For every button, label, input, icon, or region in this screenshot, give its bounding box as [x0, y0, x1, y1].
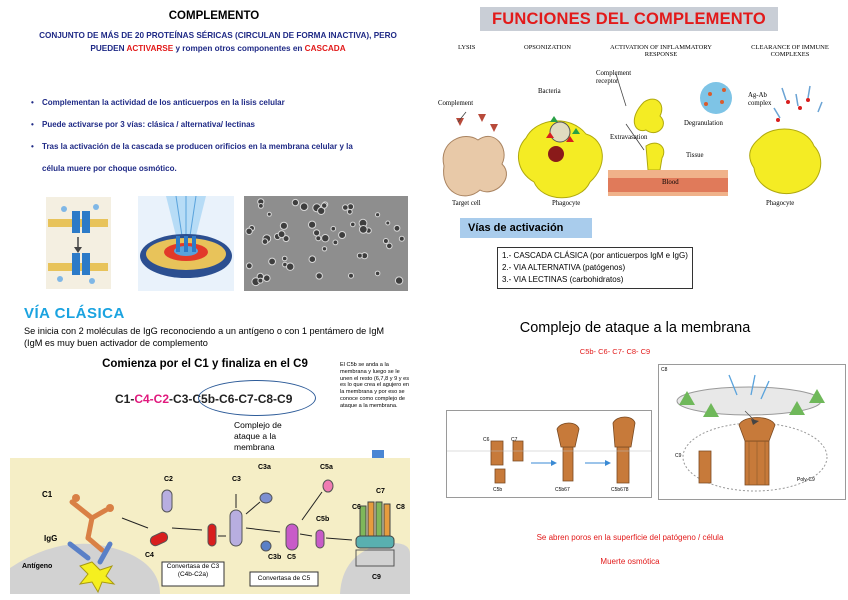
dg-box-c5-convertase: Convertasa de C5 [257, 575, 311, 582]
fn-label-extravasation: Extravasation [610, 134, 648, 141]
micrograph-pore [292, 199, 298, 205]
left-title: COMPLEMENTO [168, 10, 260, 22]
footer-osmotic-death: Muerte osmótica [600, 557, 660, 566]
dg-label-c3b: C3b [268, 554, 282, 561]
chain-title: Comienza por el C1 y finaliza en el C9 [102, 358, 308, 370]
micrograph-pore [347, 209, 352, 214]
chain-c5b-c9: C5b-C6-C7-C8-C9 [192, 392, 293, 406]
dg-label-c4: C4 [145, 552, 154, 559]
dg-box-c3-convertase [162, 563, 224, 579]
bullet-item: • Complementan la actividad de los anticuerpos en la lisis celular [30, 96, 375, 109]
mac2-label-c8: C8 [661, 367, 668, 373]
dg-label-igg: IgG [44, 534, 58, 543]
intro-text-2: y rompen otros componentes en [173, 43, 305, 53]
dg-label-c3a: C3a [258, 464, 271, 471]
micrograph-pore [322, 203, 327, 208]
micrograph-pore [375, 271, 380, 276]
micrograph-pore [394, 225, 400, 231]
via-clasica-title: VÍA CLÁSICA [24, 305, 125, 322]
dg-box1-line2: (C4b-C2a) [177, 571, 209, 578]
right-title: FUNCIONES DEL COMPLEMENTO [480, 7, 778, 31]
fn-label-target-cell: Target cell [452, 200, 481, 207]
chain-c1: C1- [115, 392, 135, 406]
micrograph-pore [399, 236, 404, 241]
dg-label-c8: C8 [396, 504, 405, 511]
mac-assembly-illustration [447, 411, 651, 497]
fn-label-degranulation: Degranulation [684, 120, 723, 127]
pore-image [138, 196, 234, 291]
dg-label-c3: C3 [232, 476, 241, 483]
bullet-item: • Tras la activación de la cascada se producen orificios en la membrana celular y la célula muere por choque osmótico. [30, 136, 375, 180]
dg-label-c1: C1 [42, 490, 53, 499]
membrane-channel-image [46, 197, 111, 289]
fn-header-inflammatory: ACTIVATION OF INFLAMMATORY RESPONSE [610, 44, 712, 58]
micrograph-pore [395, 277, 402, 284]
mac-figure-1 [446, 410, 652, 498]
mac1-label-c5b: C5b [493, 487, 503, 493]
mac1-label-c5b67: C5b67 [555, 487, 570, 493]
micrograph-pore [246, 263, 252, 269]
micrograph-pore [349, 273, 354, 278]
vias-list [497, 247, 693, 289]
dg-label-c2: C2 [164, 476, 173, 483]
micrograph-pore [258, 278, 263, 283]
c5b-note: El C5b se anda a la membrana y luego se le unen el resto (6,7,8 y 9 y es es lo que crea el agujero en la membrana y por eso se conoce como complejo de ataque a la membrana. [340, 362, 410, 409]
fn-label-agab: Ag-Ab complex [748, 92, 772, 107]
vias-title: Vías de activación [460, 218, 592, 238]
micrograph-pore [387, 243, 393, 249]
mac2-label-c9: C9 [675, 453, 682, 459]
pore-illustration [138, 196, 234, 291]
mac1-label-c5b678: C5b678 [611, 487, 629, 493]
footer-pores: Se abren poros en la superficie del patógeno / célula [536, 533, 724, 542]
micrograph-pore [359, 226, 367, 234]
micrograph-pore [331, 226, 336, 231]
functions-figure [430, 42, 840, 214]
fn-header-lysis: LYSIS [458, 44, 476, 51]
fn-header-opsonization: OPSONIZATION [524, 44, 571, 51]
via-item: 1.- CASCADA CLÁSICA (por anticuerpos IgM e IgG) [502, 251, 688, 260]
micrograph-pore [316, 236, 321, 241]
micrograph-pore [314, 230, 320, 236]
micrograph-pore [264, 275, 271, 282]
micrograph-pore [322, 235, 329, 242]
micrograph-pore [280, 222, 287, 229]
functions-illustration [430, 42, 840, 214]
micrograph-pore [309, 221, 316, 228]
dg-label-c9: C9 [372, 574, 381, 581]
micrograph-pore [322, 247, 326, 251]
dg-label-antigeno: Antígeno [22, 563, 53, 570]
dg-label-c5: C5 [287, 554, 296, 561]
micrograph-pore [357, 253, 362, 258]
micrograph-pore [309, 256, 316, 263]
fn-label-complement: Complement [438, 100, 474, 107]
chain-c4-c2: C4-C2 [134, 392, 170, 406]
micrograph-pore [351, 222, 356, 227]
dg-label-c6: C6 [352, 504, 361, 511]
membrane-channel-illustration [46, 197, 111, 289]
micrograph-pore [287, 263, 294, 270]
micrograph-image [244, 196, 408, 291]
micrograph-pore [376, 213, 380, 217]
micrograph-pore [246, 228, 252, 234]
dg-label-c5b: C5b [316, 516, 330, 523]
bullet-list [30, 96, 375, 188]
fn-label-blood: Blood [662, 179, 679, 186]
micrograph-pore [282, 256, 287, 261]
fn-label-phagocyte-2: Phagocyte [766, 200, 795, 207]
cascade-diagram [10, 458, 410, 594]
dg-box1-line1: Convertasa de C3 [166, 563, 220, 570]
micrograph-pore [333, 240, 338, 245]
micrograph-pore [383, 239, 388, 244]
bullet-item: • Puede activarse por 3 vías: clásica / alternativa/ lectinas [30, 118, 375, 131]
micrograph-pore [343, 205, 349, 211]
chain-c3: -C3- [169, 392, 193, 406]
micrograph-pore [267, 212, 271, 216]
via-item: 3.- VIA LECTINAS (carbohidratos) [502, 275, 624, 284]
dg-label-c5a: C5a [320, 464, 333, 471]
micrograph-pore [316, 273, 322, 279]
mac2-label-polyc9: Poly-C9 [797, 477, 815, 483]
fn-label-receptor: Complement receptor [596, 70, 632, 85]
dg-label-c7: C7 [376, 488, 385, 495]
left-intro [34, 30, 402, 55]
mac-label: Complejo de ataque a la membrana [234, 420, 282, 452]
intro-activarse: ACTIVARSE [126, 43, 174, 53]
chain-ellipse [198, 380, 316, 416]
micrograph-pores [244, 196, 408, 291]
fn-header-clearance: CLEARANCE OF IMMUNE COMPLEXES [751, 44, 829, 58]
fn-label-bacteria: Bacteria [538, 88, 561, 95]
micrograph-pore [339, 232, 346, 239]
mac-chain: C5b- C6- C7- C8- C9 [579, 347, 651, 356]
micrograph-pore [278, 231, 285, 238]
mac1-label-c6: C6 [483, 437, 490, 443]
micrograph-pore [386, 221, 390, 225]
mac-pore-illustration [659, 365, 845, 499]
intro-cascada: CASCADA [304, 43, 346, 53]
fn-label-tissue: Tissue [686, 152, 704, 159]
via-item: 2.- VIA ALTERNATIVA (patógenos) [502, 263, 626, 272]
mac-figure-2 [658, 364, 846, 500]
intro-text: CONJUNTO DE MÁS DE 20 PROTEÍNAS SÉRICAS (CIRCULAN DE FORMA INACTIVA), PERO PUEDEN [39, 31, 397, 53]
micrograph-pore [300, 203, 308, 211]
micrograph-pore [259, 204, 264, 209]
via-clasica-text: Se inicia con 2 moléculas de IgG reconociendo a un antígeno o con 1 pentámero de IgM (IgM es muy buen activador de complemento [24, 326, 385, 348]
mac-title: Complejo de ataque a la membrana [519, 320, 751, 336]
micrograph-pore [269, 258, 276, 265]
mac1-label-c7: C7 [511, 437, 518, 443]
micrograph-pore [262, 239, 268, 245]
fn-label-phagocyte-1: Phagocyte [552, 200, 581, 207]
